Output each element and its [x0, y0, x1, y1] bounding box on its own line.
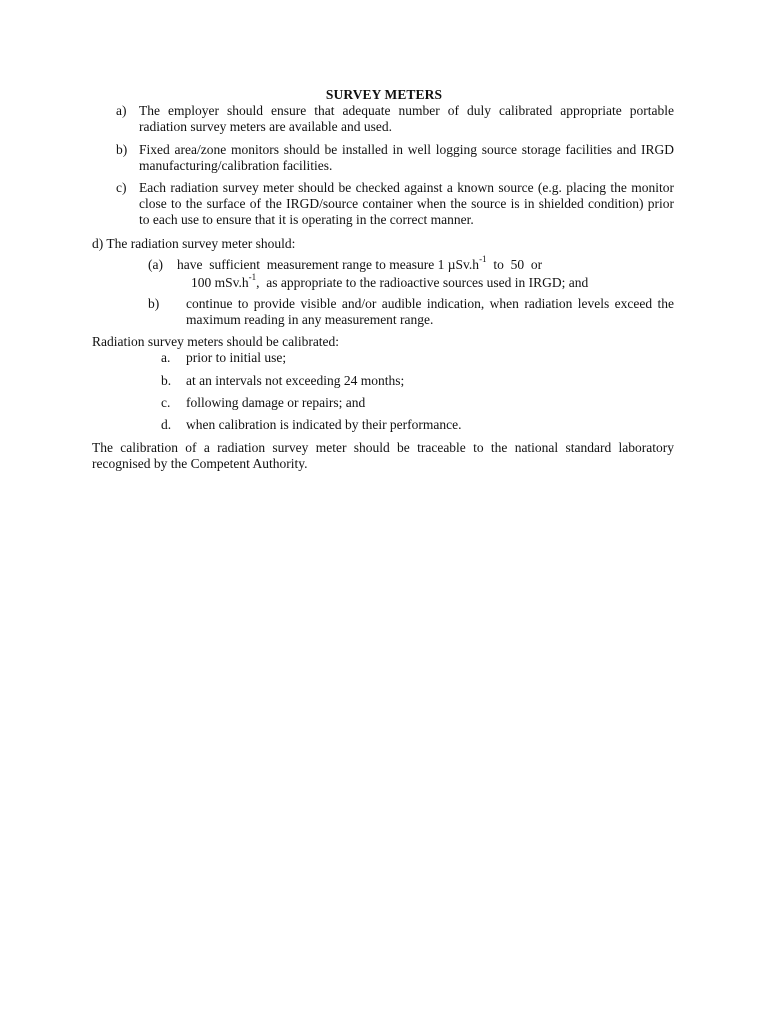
list-item-label: c) — [116, 180, 127, 195]
list-item-text: when calibration is indicated by their performance. — [186, 417, 462, 432]
section-heading: d) The radiation survey meter should: — [92, 236, 296, 251]
section-heading: Radiation survey meters should be calibrated: — [92, 334, 340, 349]
superscript: -1 — [479, 254, 487, 264]
list-item-text: Fixed area/zone monitors should be installed in well logging source storage facilities and IRGD manufacturing/calibration facilities. — [139, 142, 674, 173]
list-item-label: (a) — [148, 257, 163, 272]
list-item-text: following damage or repairs; and — [186, 395, 366, 410]
measurement-range-line-1: have sufficient measurement range to measure 1 $\mu Sv.h^{-1}$ to 50 or — [177, 254, 543, 272]
list-item-label: a) — [116, 103, 127, 118]
list-item-text: at an intervals not exceeding 24 months; — [186, 373, 405, 388]
list-item-label: d. — [161, 417, 172, 432]
list-item-label: b. — [161, 373, 172, 388]
list-item-label: b) — [148, 296, 160, 311]
list-item-text: prior to initial use; — [186, 350, 287, 365]
list-item-label: a. — [161, 350, 171, 365]
closing-paragraph: The calibration of a radiation survey meter should be traceable to the national standard laboratory recognised by the Competent Authority. — [92, 440, 674, 471]
page-title: SURVEY METERS — [325, 87, 443, 102]
list-item-text: continue to provide visible and/or audible indication, when radiation levels exceed the maximum reading in any measurement range. — [186, 296, 674, 327]
superscript: -1 — [248, 272, 257, 282]
list-item-label: c. — [161, 395, 171, 410]
list-item-text: The employer should ensure that adequate number of duly calibrated appropriate portable radiation survey meters are available and used. — [139, 103, 674, 134]
measurement-range-line-2: 100 $mSv.h^{-1}$, as appropriate to the radioactive sources used in IRGD; and — [191, 272, 589, 290]
list-item-label: b) — [116, 142, 128, 157]
list-item-text: Each radiation survey meter should be checked against a known source (e.g. placing the monitor close to the surface of the IRGD/source container when the source is in shielded condition) prior to each use to ensure that it is operating in the correct manner. — [139, 180, 674, 227]
